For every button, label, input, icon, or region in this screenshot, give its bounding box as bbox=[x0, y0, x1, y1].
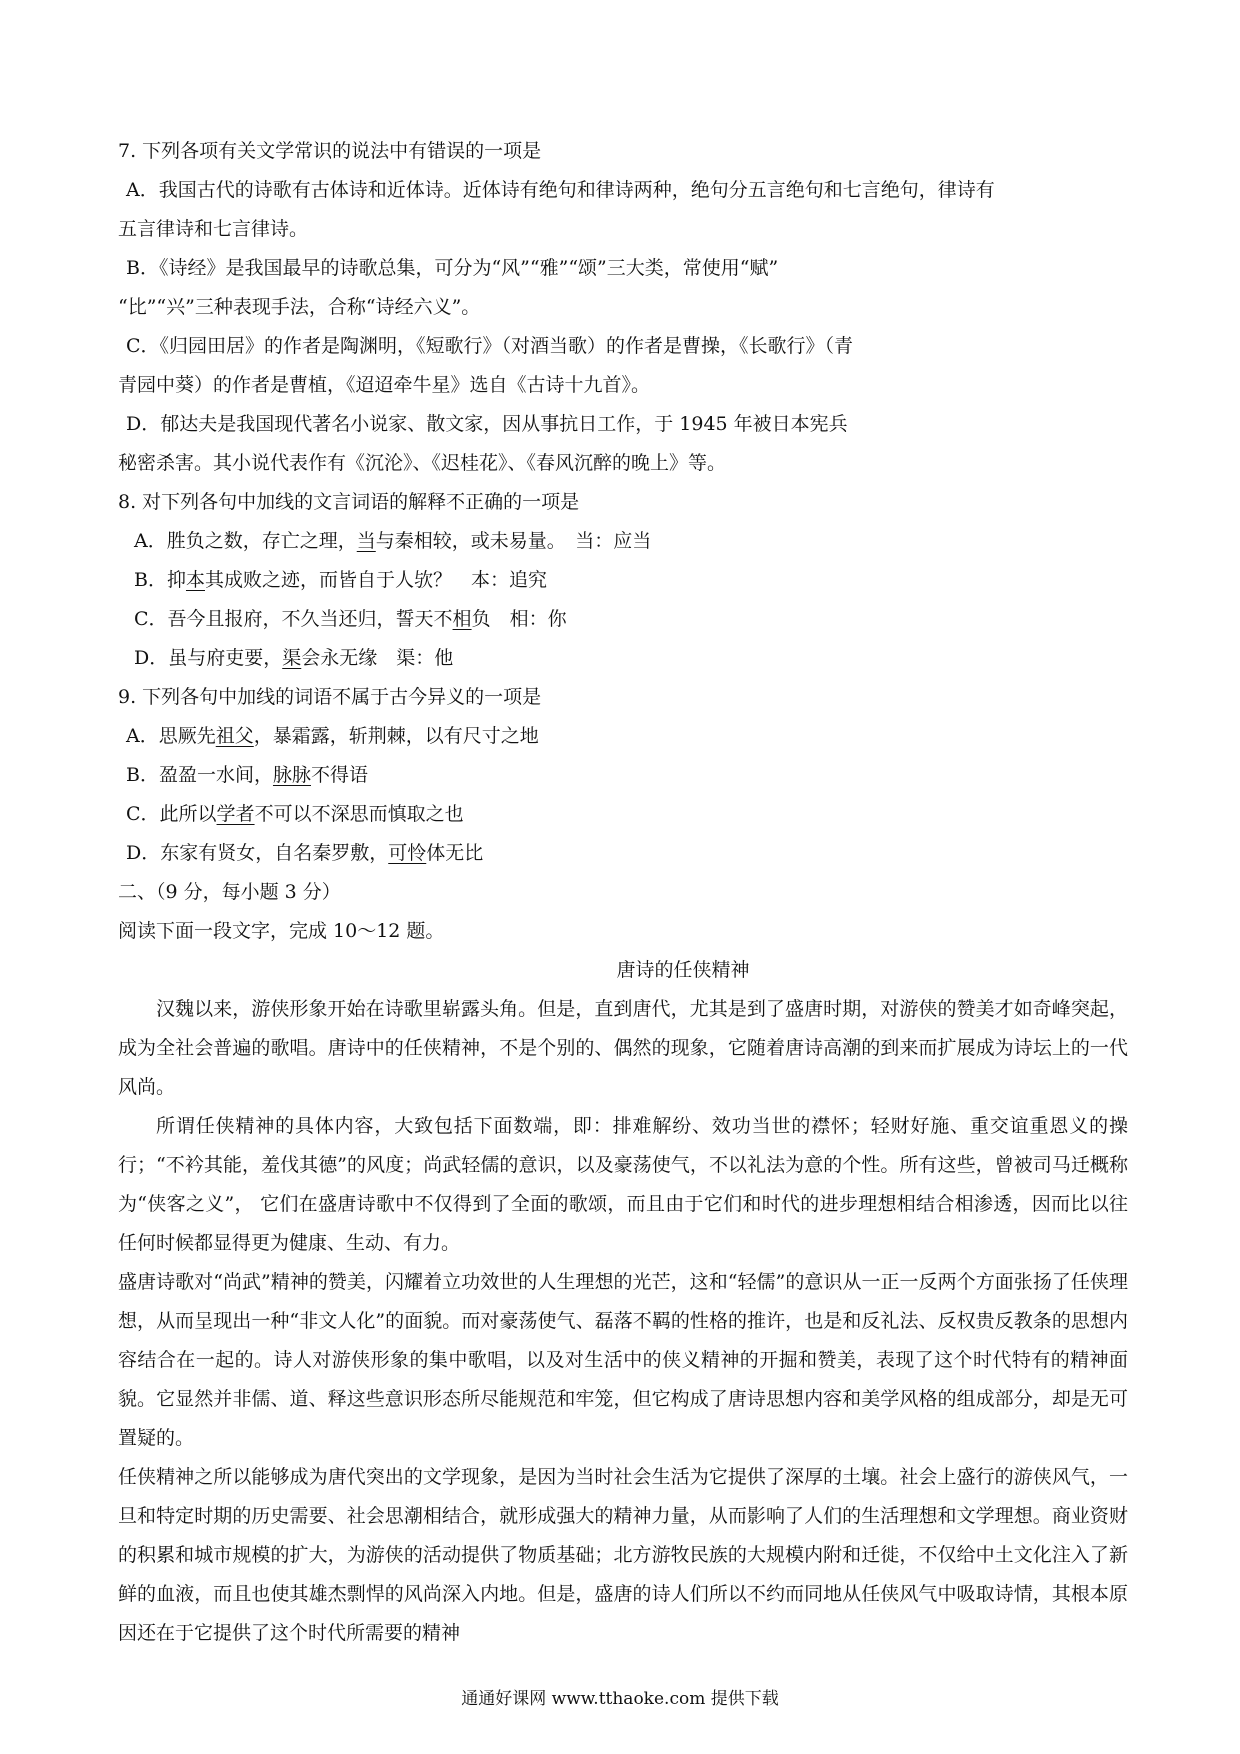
section-heading: 二、（9 分，每小题 3 分） bbox=[118, 881, 341, 903]
page-footer: 通通好课网 www.tthaoke.com 提供下载 bbox=[461, 1689, 779, 1709]
article-paragraph-3: 盛唐诗歌对“尚武”精神的赞美，闪耀着立功效世的人生理想的光芒，这和“轻儒”的意识从一正一反两个方面张扬了任侠理想，从而呈现出一种“非文人化”的面貌。而对豪荡使气、磊落不羁的性格的推许，也是和反礼法、反权贵反教条的思想内容结合在一起的。诗人对游侠形象的集中歌唱，以及对生活中的侠义精神的开掘和赞美，表现了这个时代特有的精神面貌。它显然并非儒、道、释这些意识形态所尽能规范和牢笼，但它构成了唐诗思想内容和美学风格的组成部分，却是无可置疑的。 bbox=[118, 1271, 1128, 1449]
underlined-word: 相 bbox=[452, 608, 472, 630]
q7-option-a-line1: A．我国古代的诗歌有古体诗和近体诗。近体诗有绝句和律诗两种，绝句分五言绝句和七言绝句，律诗有 bbox=[126, 179, 995, 201]
q7-option-d-line1: D．郁达夫是我国现代著名小说家、散文家，因从事抗日工作，于 1945 年被日本宪兵 bbox=[126, 413, 848, 435]
article-paragraph-4: 任侠精神之所以能够成为唐代突出的文学现象，是因为当时社会生活为它提供了深厚的土壤。社会上盛行的游侠风气，一旦和特定时期的历史需要、社会思潮相结合，就形成强大的精神力量，从而影响了人们的生活理想和文学理想。商业资财的积累和城市规模的扩大，为游侠的活动提供了物质基础；北方游牧民族的大规模内附和迁徙，不仅给中土文化注入了新鲜的血液，而且也使其雄杰剽悍的风尚深入内地。但是，盛唐的诗人们所以不约而同地从任侠风气中吸取诗情，其根本原因还在于它提供了这个时代所需要的精神 bbox=[118, 1466, 1128, 1644]
underlined-word: 可怜 bbox=[388, 842, 427, 864]
q8-stem: 8. 对下列各句中加线的文言词语的解释不正确的一项是 bbox=[118, 491, 580, 513]
q7-option-b-line1: B．《诗经》是我国最早的诗歌总集，可分为“风”“雅”“颂”三大类，常使用“赋” bbox=[126, 257, 779, 279]
underlined-word: 脉脉 bbox=[272, 764, 311, 786]
q7-option-c-line2: 青园中葵）的作者是曹植，《迢迢牵牛星》选自《古诗十九首》。 bbox=[118, 374, 651, 396]
q7-option-c-line1: C．《归园田居》的作者是陶渊明，《短歌行》（对酒当歌）的作者是曹操，《长歌行》（青 bbox=[126, 335, 854, 357]
q7-stem: 7. 下列各项有关文学常识的说法中有错误的一项是 bbox=[118, 140, 542, 162]
q8-option-c: C．吾今且报府，不久当还归，誓天不相负 相：你 bbox=[134, 608, 567, 630]
q9-stem: 9. 下列各句中加线的词语不属于古今异义的一项是 bbox=[118, 686, 542, 708]
q7-option-d-line2: 秘密杀害。其小说代表作有《沉沦》、《迟桂花》、《春风沉醉的晚上》等。 bbox=[118, 452, 727, 474]
underlined-word: 祖父 bbox=[215, 725, 254, 747]
article-title: 唐诗的任侠精神 bbox=[616, 959, 750, 981]
q9-option-c: C．此所以学者不可以不深思而慎取之也 bbox=[126, 803, 464, 825]
q9-option-a: A．思厥先祖父，暴霜露，斩荆棘，以有尺寸之地 bbox=[126, 725, 539, 747]
underlined-word: 本 bbox=[185, 569, 205, 591]
reading-instruction: 阅读下面一段文字，完成 10～12 题。 bbox=[118, 920, 445, 942]
underlined-word: 当 bbox=[356, 530, 376, 552]
q9-option-d: D．东家有贤女，自名秦罗敷，可怜体无比 bbox=[126, 842, 484, 864]
q9-option-b: B．盈盈一水间，脉脉不得语 bbox=[126, 764, 368, 786]
article-paragraph-1: 汉魏以来，游侠形象开始在诗歌里崭露头角。但是，直到唐代，尤其是到了盛唐时期，对游侠的赞美才如奇峰突起，成为全社会普遍的歌唱。唐诗中的任侠精神，不是个别的、偶然的现象，它随着唐诗高潮的到来而扩展成为诗坛上的一代风尚。 bbox=[118, 998, 1128, 1098]
q7-option-a-line2: 五言律诗和七言律诗。 bbox=[118, 218, 309, 240]
exam-page bbox=[118, 132, 1128, 1653]
q8-option-d: D．虽与府吏要，渠会永无缘 渠：他 bbox=[134, 647, 454, 669]
q8-option-b: B．抑本其成败之迹，而皆自于人欤？ 本：追究 bbox=[134, 569, 547, 591]
underlined-word: 学者 bbox=[216, 803, 255, 825]
article-paragraph-2: 所谓任侠精神的具体内容，大致包括下面数端，即：排难解纷、效功当世的襟怀；轻财好施、重交谊重恩义的操行；“不衿其能，羞伐其德”的风度；尚武轻儒的意识，以及豪荡使气，不以礼法为意的个性。所有这些，曾被司马迁概称为“侠客之义”， 它们在盛唐诗歌中不仅得到了全面的歌颂，而且由于它们和时代的进步理想相结合相渗透，因而比以往任何时候都显得更为健康、生动、有力。 bbox=[118, 1115, 1128, 1254]
q8-option-a: A．胜负之数，存亡之理，当与秦相较，或未易量。 当：应当 bbox=[134, 530, 652, 552]
underlined-word: 渠 bbox=[282, 647, 302, 669]
q7-option-b-line2: “比”“兴”三种表现手法，合称“诗经六义”。 bbox=[118, 296, 481, 318]
